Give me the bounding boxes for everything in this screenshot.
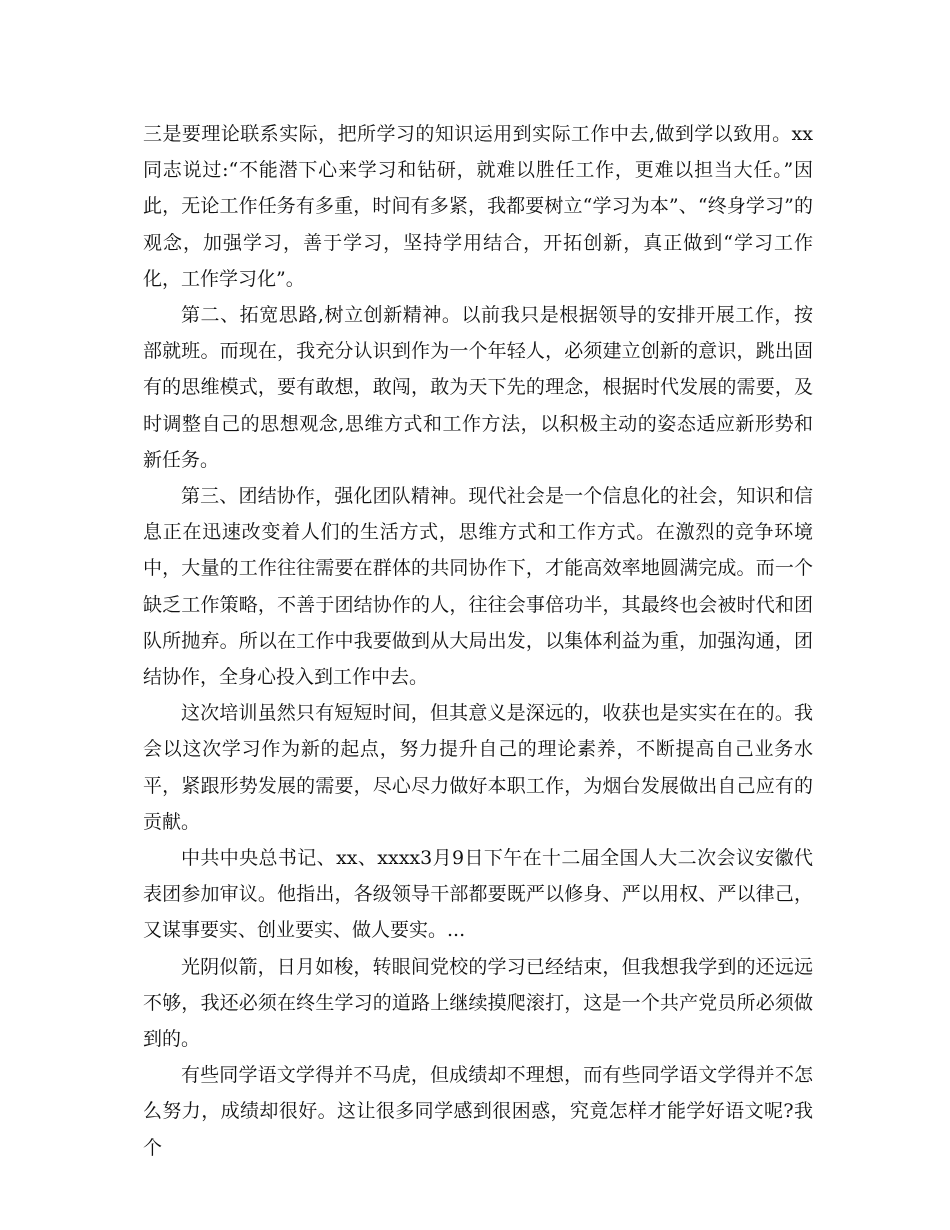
document-body <box>143 116 813 1166</box>
paragraph-innovation: 第二、拓宽思路,树立创新精神。以前我只是根据领导的安排开展工作，按部就班。而现在，我充分认识到作为一个年轻人，必须建立创新的意识，跳出固有的思维模式，要有敢想，敢闯，敢为天下先的理念，根据时代发展的需要，及时调整自己的思想观念,思维方式和工作方法，以积极主动的姿态适应新形势和新任务。 <box>143 304 813 471</box>
paragraph-review-meeting: 中共中央总书记、xx、xxxx3月9日下午在十二届全国人大二次会议安徽代表团参加审议。他指出，各级领导干部都要既严以修身、严以用权、严以律己，又谋事要实、创业要实、做人要实。... <box>143 847 813 942</box>
paragraph-study-practice: 三是要理论联系实际，把所学习的知识运用到实际工作中去,做到学以致用。xx同志说过:“不能潜下心来学习和钻研，就难以胜任工作，更难以担当大任。”因此，无论工作任务有多重，时间有多紧，我都要树立“学习为本”、“终身学习”的观念，加强学习，善于学习，坚持学用结合，开拓创新，真正做到“学习工作化，工作学习化”。 <box>143 123 813 290</box>
paragraph-training-summary: 这次培训虽然只有短短时间，但其意义是深远的，收获也是实实在在的。我会以这次学习作为新的起点，努力提升自己的理论素养，不断提高自己业务水平，紧跟形势发展的需要，尽心尽力做好本职工作，为烟台发展做出自己应有的贡献。 <box>143 702 813 833</box>
paragraph-chinese-learning: 有些同学语文学得并不马虎，但成绩却不理想，而有些同学语文学得并不怎么努力，成绩却很好。这让很多同学感到很困惑，究竟怎样才能学好语文呢?我个 <box>143 1064 813 1159</box>
paragraph-teamwork: 第三、团结协作，强化团队精神。现代社会是一个信息化的社会，知识和信息正在迅速改变着人们的生活方式，思维方式和工作方式。在激烈的竞争环境中，大量的工作往往需要在群体的共同协作下，才能高效率地圆满完成。而一个缺乏工作策略，不善于团结协作的人，往往会事倍功半，其最终也会被时代和团队所抛弃。所以在工作中我要做到从大局出发，以集体利益为重，加强沟通，团结协作，全身心投入到工作中去。 <box>143 485 813 689</box>
paragraph-party-school: 光阴似箭，日月如梭，转眼间党校的学习已经结束，但我想我学到的还远远不够，我还必须在终生学习的道路上继续摸爬滚打，这是一个共产党员所必须做到的。 <box>143 955 813 1051</box>
